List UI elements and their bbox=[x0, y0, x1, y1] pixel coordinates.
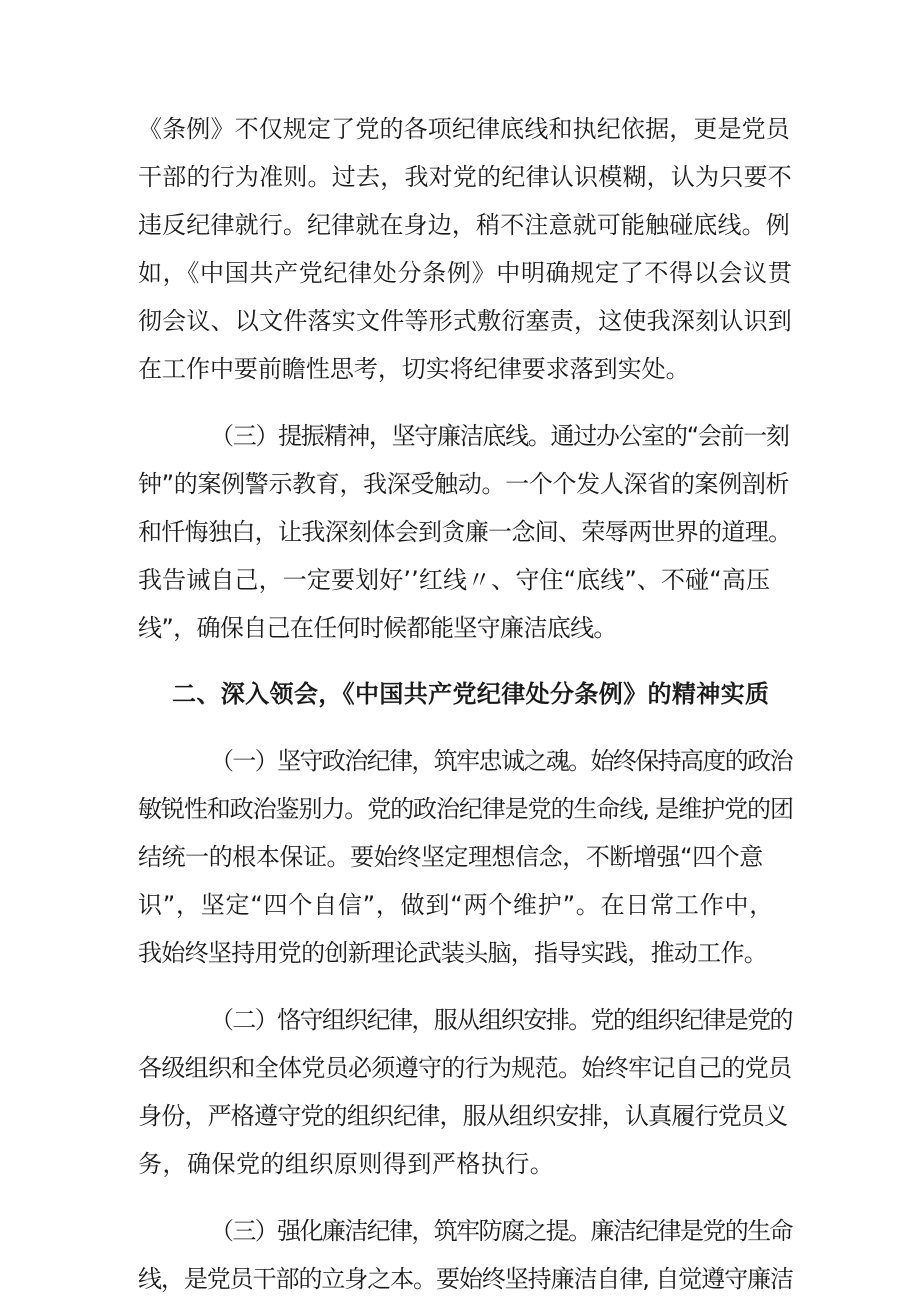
section-heading: 二、深入领会，《中国共产党纪律处分条例》的精神实质 bbox=[172, 680, 770, 708]
text-line: （二）恪守组织纪律，服从组织安排。党的组织纪律是党的 bbox=[210, 1006, 792, 1034]
text-line: 我告诫自己，一定要划好’’红线〃、守住“底线”、不碰“高压 bbox=[138, 566, 771, 594]
text-line: 线，是党员干部的立身之本。要始终坚持廉洁自律, 自觉遵守廉洁 bbox=[138, 1265, 793, 1293]
text-line: 和忏悔独白，让我深刻体会到贪廉一念间、荣辱两世界的道理。 bbox=[138, 518, 792, 546]
text-line: 违反纪律就行。纪律就在身边，稍不注意就可能触碰底线。例 bbox=[138, 211, 790, 239]
text-line: 如，《中国共产党纪律处分条例》中明确规定了不得以会议贯 bbox=[138, 259, 793, 287]
text-line: 务，确保党的组织原则得到严格执行。 bbox=[138, 1150, 555, 1178]
text-line: 结统一的根本保证。要始终坚定理想信念，不断增强“四个意 bbox=[138, 843, 763, 871]
text-line: 身份，严格遵守党的组织纪律，服从组织安排，认真履行党员义 bbox=[138, 1102, 788, 1130]
text-line: 在工作中要前瞻性思考，切实将纪律要求落到实处。 bbox=[138, 355, 690, 383]
text-line: 各级组织和全体党员必须遵守的行为规范。始终牢记自己的党员 bbox=[138, 1054, 792, 1082]
text-line: 彻会议、以文件落实文件等形式敷衍塞责，这使我深刻认识到 bbox=[138, 307, 793, 335]
text-line: 干部的行为准则。过去，我对党的纪律认识模糊，认为只要不 bbox=[138, 163, 793, 191]
text-line: 钟”的案例警示教育，我深受触动。一个个发人深省的案例剖析 bbox=[138, 470, 790, 498]
text-line: 我始终坚持用党的创新理论武装头脑，指导实践，推动工作。 bbox=[138, 939, 768, 967]
text-line: 线”，确保自己在任何时候都能坚守廉洁底线。 bbox=[138, 614, 617, 642]
text-line: （三）提振精神，坚守廉洁底线。通过办公室的“会前一刻 bbox=[210, 422, 789, 450]
text-line: （三）强化廉洁纪律，筑牢防腐之提。廉洁纪律是党的生命 bbox=[210, 1217, 792, 1245]
text-line: 敏锐性和政治鉴别力。党的政治纪律是党的生命线, 是维护党的团 bbox=[138, 795, 793, 823]
text-line: （一）坚守政治纪律，筑牢忠诚之魂。始终保持高度的政治 bbox=[210, 747, 792, 775]
text-line: 《条例》不仅规定了党的各项纪律底线和执纪依据，更是党员 bbox=[138, 115, 790, 143]
text-line: 识”，坚定“四个自信”，做到“两个维护”。在日常工作中， bbox=[138, 891, 775, 919]
